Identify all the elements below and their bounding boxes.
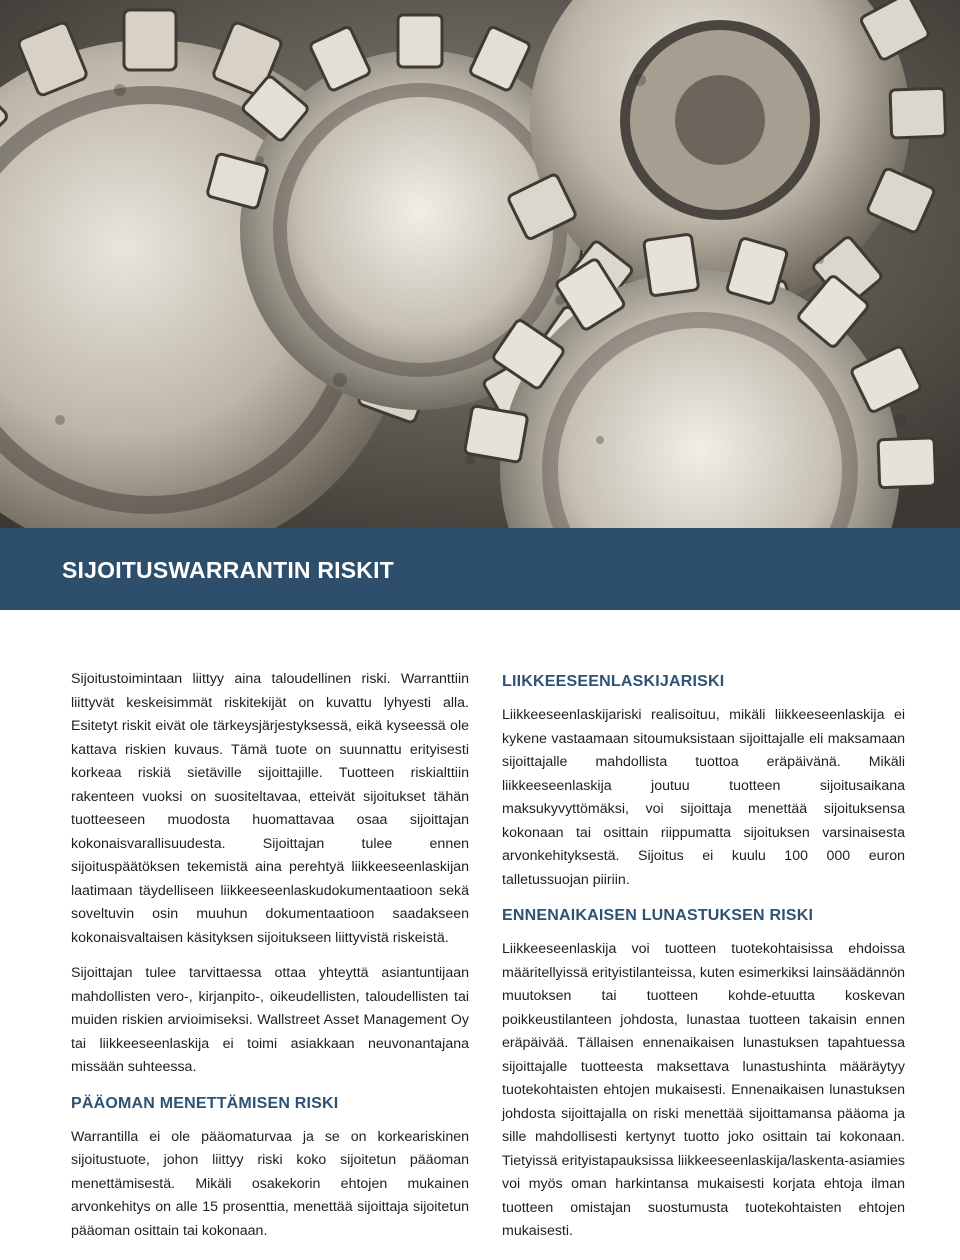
heading-liikkeeseenlaskijariski: LIIKKEESEENLASKIJARISKI	[502, 673, 725, 690]
right-column	[502, 670, 905, 1256]
liikkeeseenlaskija-paragraph: Liikkeeseenlaskijariski realisoituu, mikäli liikkeeseenlaskija ei kykene vastaamaan sitoumuksistaan sijoittajalle eli maksamaan sijoittajalle mahdollista tuottoa eräpäivänä. Mikäli liikkeeseenlaskija joutuu tuotteen sijoitusaikana maksukyvyttömäksi, voi sijoittaja menettää sijoituksensa kokonaan tai osittain riippumatta sijoituksen varsinaisesta arvonkehityksestä. Sijoitus ei kuulu 100 000 euron talletussuojan piiriin.	[502, 707, 905, 888]
hero-gears-image	[0, 0, 960, 528]
advice-paragraph: Sijoittajan tulee tarvittaessa ottaa yhteyttä asiantuntijaan mahdollisten vero-, kirjanpito-, oikeudellisten, taloudellisten tai muiden riskien arvioimiseksi. Wallstreet Asset Management Oy tai liikkeeseenlaskija ei toimi asiakkaan neuvonantajana missään suhteessa.	[71, 965, 469, 1075]
heading-paaoman-menettamisen-riski: PÄÄOMAN MENETTÄMISEN RISKI	[71, 1094, 339, 1112]
left-column	[71, 668, 469, 1255]
page-title: SIJOITUSWARRANTIN RISKIT	[62, 557, 394, 583]
heading-ennenaikaisen-lunastuksen-riski: ENNENAIKAISEN LUNASTUKSEN RISKI	[502, 907, 814, 924]
lunastus-paragraph: Liikkeeseenlaskija voi tuotteen tuotekohtaisissa ehdoissa määritellyissä erityistilanteissa, kuten esimerkiksi lainsäädännön muutoksen tai tuotteen kohde-etuutta koskevan poikkeustilanteen johdosta, lunastaa tuotteen takaisin ennen eräpäivää. Tällaisen ennenaikaisen lunastuksen tapahtuessa sijoittajalle tuotteesta maksettava lunastushinta määräytyy tuotekohtaisten ehtojen mukaisesti. Ennenaikaisen lunastuksen johdosta sijoittajalla on riski menettää sijoittamansa pääoma ja sille mahdollisesti kertynyt tuotto joko osittain tai kokonaan. Tietyissä erityistapauksissa liikkeeseenlaskija/laskenta-asiamies voi myös oman harkintansa mukaisesti korjata ehtoja ilman tuotteen omistajan suostumusta tuotekohtaisten ehtojen mukaisesti.	[502, 941, 905, 1239]
intro-paragraph: Sijoitustoimintaan liittyy aina taloudellinen riski. Warranttiin liittyvät keskeisimmät riskitekijät on kuvattu lyhyesti alla. Esitetyt riskit eivät ole tärkeysjärjestyksessä, eikä kyseessä ole kattava riskien kuvaus. Tämä tuote on suunnattu erityisesti korkeaa riskiä sietäville sijoittajille. Tuotteen riskialttiin rakenteen vuoksi on suositeltavaa, etteivät sijoitukset tähän tuotteeseen muodosta huomattavaa osaa sijoittajan kokonaisvarallisuudesta. Sijoittajan tulee ennen sijoituspäätöksen tekemistä aina perehtyä liikkeeseenlaskijan laatimaan täydelliseen liikkeeseenlaskudokumentaatioon sekä soveltuvin osin muuhun dokumentaatioon saadakseen kokonaisvaltaisen käsityksen sijoitukseen liittyvistä riskeistä.	[71, 671, 469, 946]
title-banner	[0, 528, 960, 610]
paaoma-paragraph: Warrantilla ei ole pääomaturvaa ja se on korkeariskinen sijoitustuote, johon liittyy riski koko sijoitetun pääoman menettämisestä. Mikäli osakekorin ehtojen mukainen arvonkehitys on alle 15 prosenttia, menettää sijoittaja sijoitetun pääoman osittain tai kokonaan.	[71, 1128, 469, 1239]
